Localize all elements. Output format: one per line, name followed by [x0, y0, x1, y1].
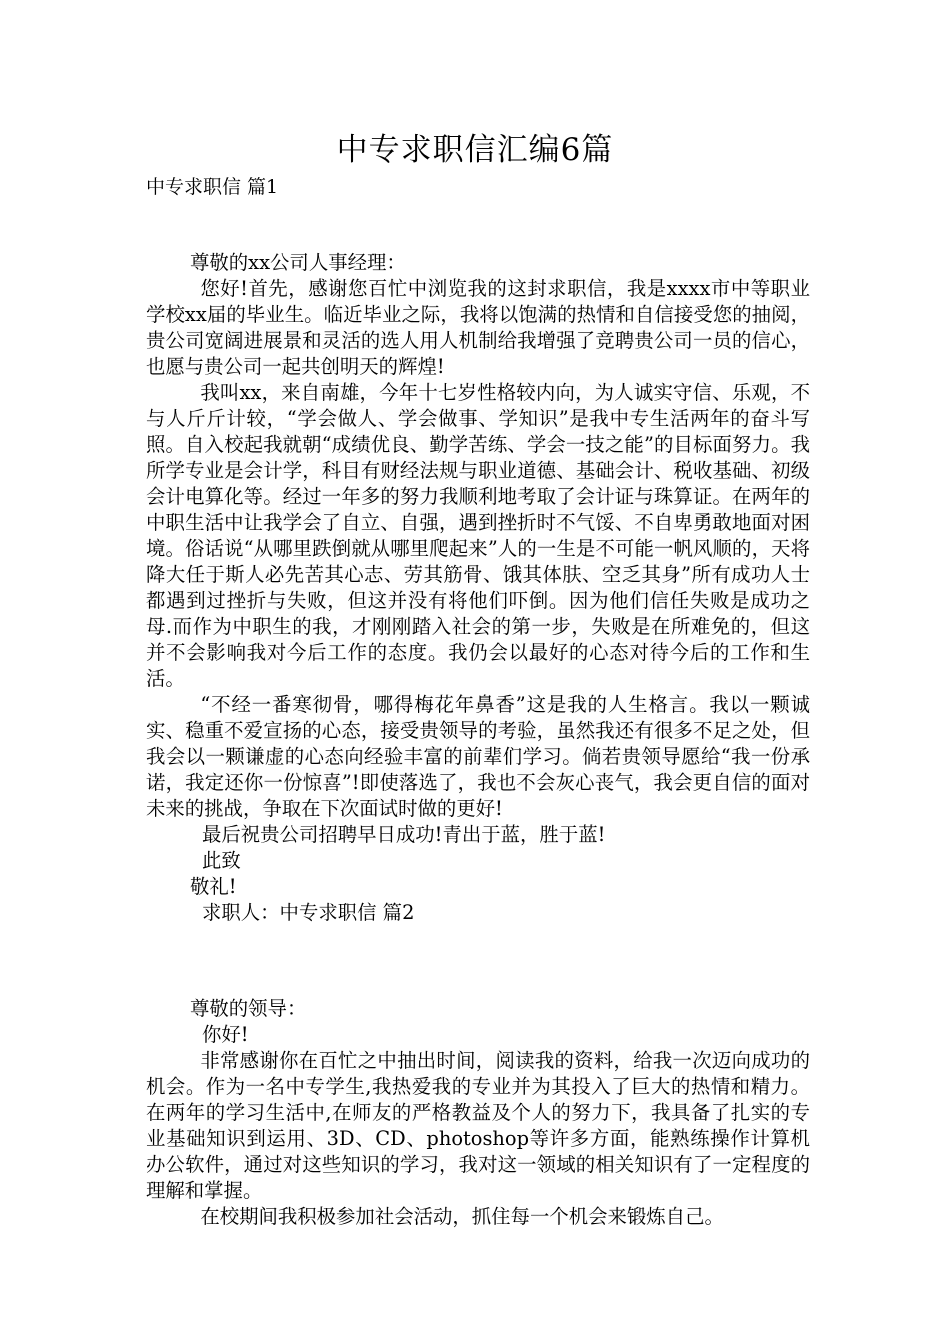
section-1-label: 中专求职信 篇1 — [146, 176, 279, 198]
letter-2-body — [146, 996, 810, 1230]
letter-1-paragraph: “不经一番寒彻骨，哪得梅花年鼻香”这是我的人生格言。我以一颗诚实、稳重不爱宣扬的心态，接受贵领导的考验，虽然我还有很多不足之处，但我会以一颗谦虚的心态向经验丰富的前辈们学习。倘若贵领导愿给“我一份承诺，我定还你一份惊喜”!即使落选了，我也不会灰心丧气，我会更自信的面对未来的挑战，争取在下次面试时做的更好! — [146, 693, 810, 820]
letter-2-paragraph: 在校期间我积极参加社会活动，抓住每一个机会来锻炼自己。 — [200, 1205, 724, 1228]
letter-1-signature: 求职人：中专求职信 篇2 — [202, 901, 415, 924]
letter-1-closing-wish: 最后祝贵公司招聘早日成功!青出于蓝，胜于蓝! — [202, 823, 606, 846]
letter-1-closing-2: 敬礼! — [190, 875, 237, 898]
letter-1-paragraph: 您好!首先，感谢您百忙中浏览我的这封求职信，我是xxxx市中等职业学校xx届的毕业生。临近毕业之际，我将以饱满的热情和自信接受您的抽阅，贵公司宽阔进展景和灵活的选人用人机制给我增强了竞聘贵公司一员的信心，也愿与贵公司一起共创明天的辉煌! — [146, 277, 810, 378]
letter-2-paragraph: 非常感谢你在百忙之中抽出时间，阅读我的资料，给我一次迈向成功的机会。作为一名中专学生,我热爱我的专业并为其投入了巨大的热情和精力。在两年的学习生活中,在师友的严格教益及个人的努力下，我具备了扎实的专业基础知识到运用、3D、CD、photoshop等许多方面，能熟练操作计算机办公软件，通过对这些知识的学习，我对这一领域的相关知识有了一定程度的理解和掌握。 — [146, 1049, 810, 1202]
letter-1-body — [146, 250, 810, 926]
letter-1-paragraph: 我叫xx，来自南雄，今年十七岁性格较内向，为人诚实守信、乐观，不与人斤斤计较，“学会做人、学会做事、学知识”是我中专生活两年的奋斗写照。自入校起我就朝“成绩优良、勤学苦练、学会一技之能”的目标面努力。我所学专业是会计学，科目有财经法规与职业道德、基础会计、税收基础、初级会计电算化等。经过一年多的努力我顺利地考取了会计证与珠算证。在两年的中职生活中让我学会了自立、自强，遇到挫折时不气馁、不自卑勇敢地面对困境。俗话说“从哪里跌倒就从哪里爬起来”人的一生是不可能一帆风顺的，天将降大任于斯人必先苦其心志、劳其筋骨、饿其体肤、空乏其身”所有成功人士都遇到过挫折与失败，但这并没有将他们吓倒。因为他们信任失败是成功之母.而作为中职生的我，才刚刚踏入社会的第一步，失败是在所难免的，但这并不会影响我对今后工作的态度。我仍会以最好的心态对待今后的工作和生活。 — [146, 381, 810, 690]
letter-2-greeting: 你好! — [202, 1023, 249, 1046]
document-title: 中专求职信汇编6篇 — [336, 132, 614, 168]
letter-1-salutation: 尊敬的xx公司人事经理： — [190, 251, 406, 274]
letter-1-closing-1: 此致 — [202, 849, 241, 872]
letter-2-salutation: 尊敬的领导： — [190, 997, 307, 1020]
